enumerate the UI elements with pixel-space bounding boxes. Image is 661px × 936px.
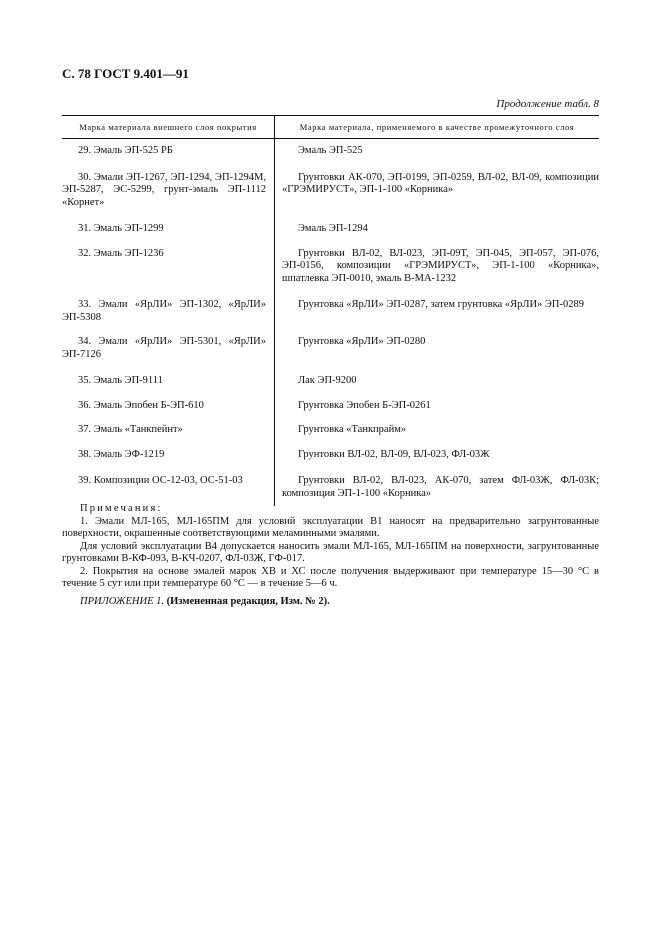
table-row (62, 236, 599, 286)
intermediate-layer-cell (274, 424, 599, 437)
outer-layer-cell (62, 172, 274, 210)
note-item: Для условий эксплуатации В4 допускается наносить эмали МЛ-165, МЛ-165ПМ на поверхности, загрунтованные грунтовками В-КФ-093, В-КЧ-0207, ФЛ-03Ж, ГФ-017. (62, 540, 599, 564)
table-row (62, 361, 599, 388)
page-header: С. 78 ГОСТ 9.401—91 (62, 66, 189, 81)
outer-layer-text: 33. Эмали «ЯрЛИ» ЭП-1302, «ЯрЛИ» ЭП-5308 (62, 299, 266, 323)
col-header-intermediate-layer: Марка материала, применяемого в качестве промежуточного слоя (274, 116, 599, 138)
intermediate-layer-text: Эмаль ЭП-1294 (298, 223, 368, 234)
notes-heading (62, 503, 599, 516)
outer-layer-cell (62, 475, 274, 500)
outer-layer-cell (62, 248, 274, 286)
notes-section (62, 503, 599, 591)
intermediate-layer-cell (274, 400, 599, 413)
intermediate-layer-cell (274, 145, 599, 158)
note-item: 2. Покрытия на основе эмалей марок ХВ и ХС после получения выдерживают при температуре 15—30 °С в течение 5 сут или при температуре 60 °С — в течение 5—6 ч. (62, 565, 599, 589)
outer-layer-text: 31. Эмаль ЭП-1299 (78, 223, 164, 234)
intermediate-layer-cell (274, 299, 599, 324)
table-row (62, 209, 599, 236)
materials-table (62, 115, 599, 506)
outer-layer-cell (62, 424, 274, 437)
note-item: 1. Эмали МЛ-165, МЛ-165ПМ для условий эксплуатации В1 наносят на предварительно загрунтованные поверхности, окрашенные соответствующими меламинными эмалями. (62, 515, 599, 539)
appendix-line (80, 596, 330, 607)
intermediate-layer-text: Грунтовки АК-070, ЭП-0199, ЭП-0259, ВЛ-02, ВЛ-09, композиции «ГРЭМИРУСТ», ЭП-1-100 «Корника» (282, 171, 599, 195)
intermediate-layer-cell (274, 475, 599, 500)
intermediate-layer-text: Грунтовки ВЛ-02, ВЛ-023, ЭП-09Т, ЭП-045, ЭП-057, ЭП-076, ЭП-0156, композиции «ГРЭМИРУСТ», ЭП-1-100 «Корника», шпатлевка ЭП-0010, эмаль В-МА-1232 (282, 247, 599, 284)
intermediate-layer-cell (274, 248, 599, 286)
intermediate-layer-text: Эмаль ЭП-525 (298, 145, 363, 156)
intermediate-layer-cell (274, 375, 599, 388)
table-row (62, 285, 599, 324)
outer-layer-text: 35. Эмаль ЭП-9111 (78, 375, 163, 386)
outer-layer-text: 32. Эмаль ЭП-1236 (78, 247, 164, 259)
outer-layer-text: 38. Эмаль ЭФ-1219 (78, 448, 165, 460)
outer-layer-text: 37. Эмаль «Танкпейнт» (78, 424, 183, 435)
outer-layer-cell (62, 336, 274, 361)
intermediate-layer-text: Грунтовка «Танкпрайм» (298, 424, 407, 435)
table-body (62, 139, 599, 506)
intermediate-layer-cell (274, 336, 599, 361)
intermediate-layer-cell (274, 172, 599, 210)
intermediate-layer-cell (274, 223, 599, 236)
appendix-label: ПРИЛОЖЕНИЕ 1. (80, 596, 164, 607)
outer-layer-text: 36. Эмаль Эпобен Б-ЭП-610 (78, 399, 204, 411)
intermediate-layer-text: Лак ЭП-9200 (298, 375, 357, 386)
table-row (62, 388, 599, 413)
intermediate-layer-text: Грунтовка Эпобен Б-ЭП-0261 (298, 399, 431, 411)
outer-layer-cell (62, 299, 274, 324)
table-row (62, 412, 599, 437)
appendix-edition-note: (Измененная редакция, Изм. № 2). (166, 596, 330, 607)
notes-heading-text: Примечания: (80, 503, 163, 514)
outer-layer-cell (62, 223, 274, 236)
outer-layer-text: 29. Эмаль ЭП-525 РБ (78, 145, 173, 156)
table-header (62, 115, 599, 139)
outer-layer-cell (62, 449, 274, 462)
intermediate-layer-text: Грунтовка «ЯрЛИ» ЭП-0287, затем грунтовка «ЯрЛИ» ЭП-0289 (298, 299, 584, 310)
table-row (62, 461, 599, 506)
outer-layer-cell (62, 145, 274, 158)
intermediate-layer-cell (274, 449, 599, 462)
outer-layer-cell (62, 375, 274, 388)
intermediate-layer-text: Грунтовка «ЯрЛИ» ЭП-0280 (298, 336, 426, 347)
column-divider (274, 139, 275, 506)
col-header-outer-layer: Марка материала внешнего слоя покрытия (79, 122, 257, 132)
outer-layer-text: 30. Эмали ЭП-1267, ЭП-1294, ЭП-1294М, ЭП-5287, ЭС-5299, грунт-эмаль ЭП-1112 «Корнет» (62, 171, 266, 208)
table-continuation-caption: Продолжение табл. 8 (496, 98, 599, 110)
table-row (62, 324, 599, 361)
outer-layer-text: 39. Композиции ОС-12-03, ОС-51-03 (78, 475, 243, 486)
intermediate-layer-text: Грунтовки ВЛ-02, ВЛ-09, ВЛ-023, ФЛ-03Ж (298, 448, 490, 460)
table-row (62, 139, 599, 158)
outer-layer-text: 34. Эмали «ЯрЛИ» ЭП-5301, «ЯрЛИ» ЭП-7126 (62, 336, 266, 360)
table-row (62, 437, 599, 462)
outer-layer-cell (62, 400, 274, 413)
intermediate-layer-text: Грунтовки ВЛ-02, ВЛ-023, АК-070, затем ФЛ-03Ж, ФЛ-03К; композиция ЭП-1-100 «Корника» (282, 475, 599, 499)
table-row (62, 158, 599, 210)
